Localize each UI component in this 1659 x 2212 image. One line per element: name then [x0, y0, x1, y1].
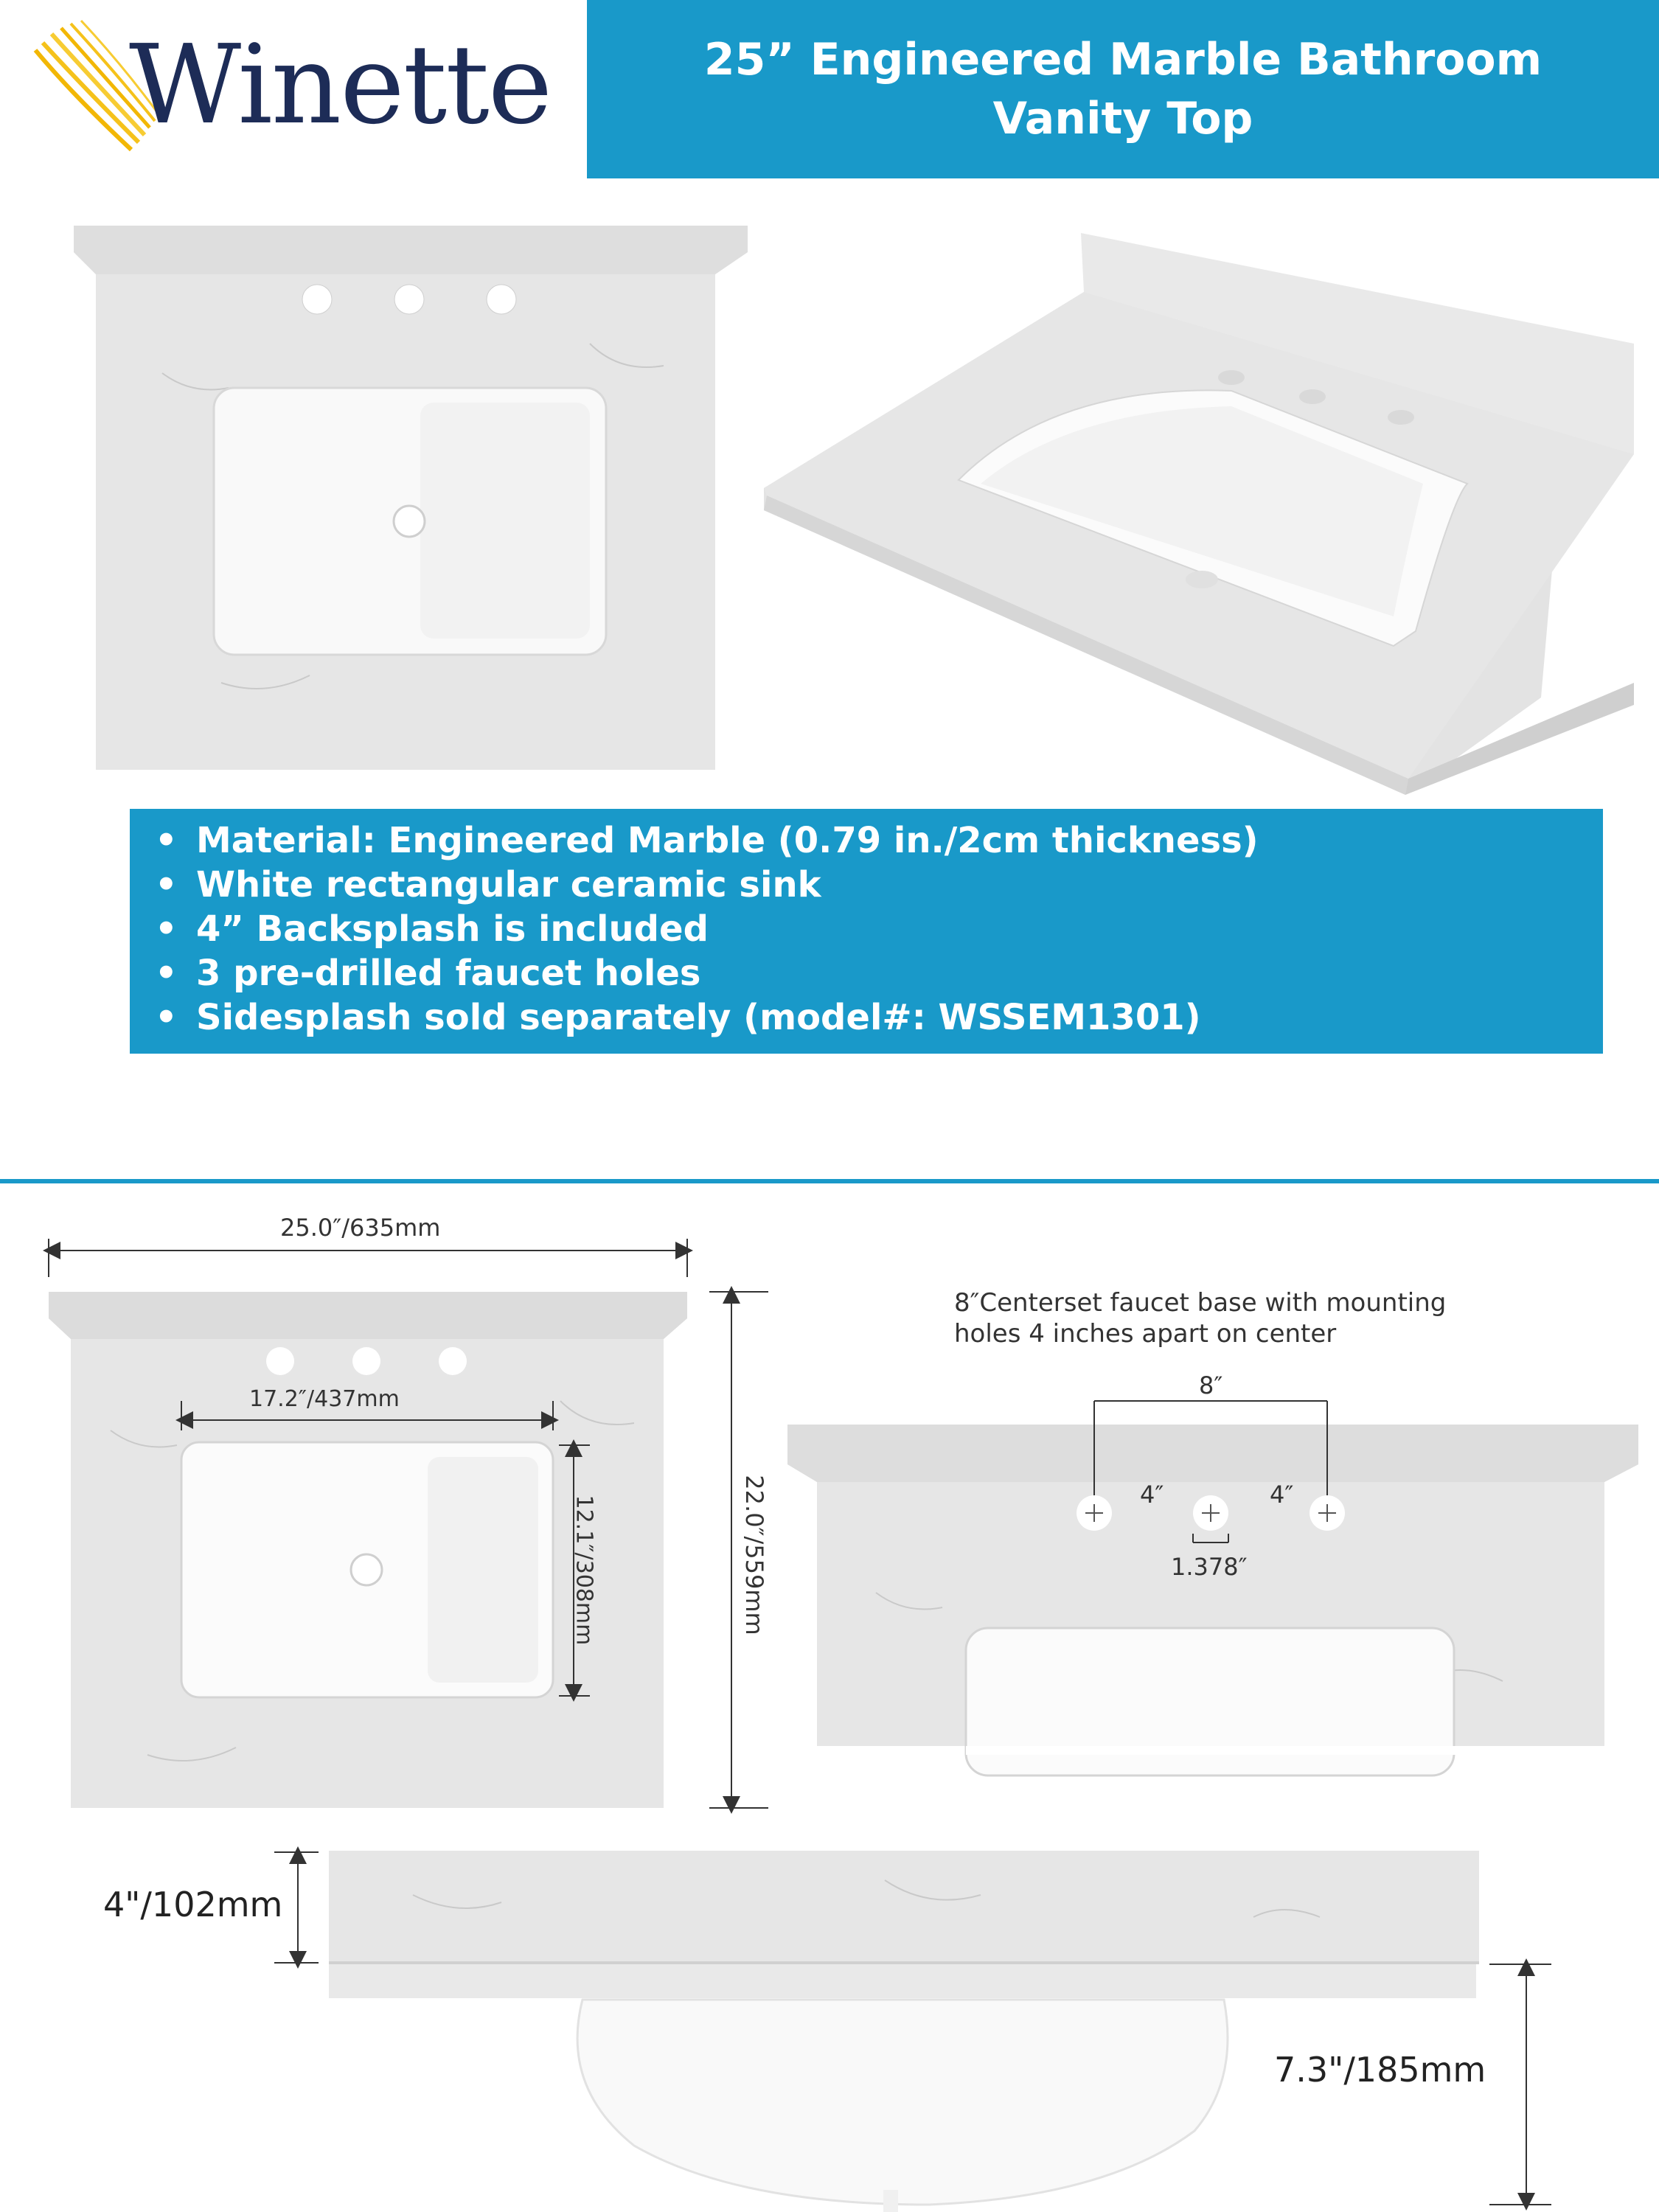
faucet-hole-icon	[1218, 370, 1245, 385]
hole-diameter-label: 1.378″	[1171, 1553, 1248, 1581]
feature-item: • White rectangular ceramic sink	[152, 863, 1603, 907]
dimension-drawing-top	[0, 1209, 782, 1814]
faucet-hole-icon	[1299, 389, 1326, 404]
feature-item: • 3 pre-drilled faucet holes	[152, 951, 1603, 995]
sink-width-label: 17.2″/437mm	[249, 1386, 400, 1412]
faucet-hole-icon	[394, 285, 424, 314]
dimension-drawing-side	[0, 1836, 1659, 2212]
hole-spacing-left-label: 4″	[1140, 1481, 1164, 1509]
header-title	[587, 0, 1659, 178]
drain-hole-icon	[1186, 571, 1218, 588]
drain-hole-icon	[394, 506, 425, 537]
backsplash-height-label: 4"/102mm	[103, 1885, 283, 1924]
header-title-line1: 25” Engineered Marble Bathroom	[703, 34, 1543, 86]
bullet-icon: •	[155, 908, 178, 950]
hole-spacing-right-label: 4″	[1270, 1481, 1294, 1509]
feature-item: • Sidesplash sold separately (model#: WSSEM1301)	[152, 995, 1603, 1040]
drain-hole-icon	[351, 1554, 382, 1585]
sink-depth-label: 12.1″/308mm	[571, 1495, 597, 1646]
feature-list	[152, 818, 1603, 1040]
faucet-hole-icon	[1388, 410, 1414, 425]
header-title-line2: Vanity Top	[992, 93, 1253, 145]
faucet-hole-icon	[302, 285, 332, 314]
faucet-hole-icon	[487, 285, 516, 314]
overall-width-label: 25.0″/635mm	[280, 1214, 441, 1242]
overall-depth-label: 22.0″/559mm	[740, 1475, 768, 1635]
centerset-label: 8″	[1199, 1371, 1223, 1399]
sink-bowl-depth-label: 7.3"/185mm	[1274, 2050, 1486, 2090]
bullet-icon: •	[155, 864, 178, 905]
feature-item: • Material: Engineered Marble (0.79 in./2cm thickness)	[152, 818, 1603, 863]
faucet-hole-icon	[352, 1347, 380, 1375]
product-photo-perspective	[759, 233, 1637, 795]
dimension-drawing-faucet	[787, 1371, 1650, 1755]
faucet-hole-icon	[266, 1347, 294, 1375]
logo-wordmark: Winette	[129, 21, 552, 148]
bullet-icon: •	[155, 953, 178, 994]
faucet-note: 8″Centerset faucet base with mounting holes 4 inches apart on center	[954, 1288, 1447, 1349]
bullet-icon: •	[155, 820, 178, 861]
product-photo-top-view	[74, 226, 748, 770]
feature-list-box	[130, 809, 1603, 1054]
faucet-hole-icon	[439, 1347, 467, 1375]
section-divider	[0, 1179, 1659, 1183]
bullet-icon: •	[155, 997, 178, 1038]
feature-item: • 4” Backsplash is included	[152, 907, 1603, 951]
